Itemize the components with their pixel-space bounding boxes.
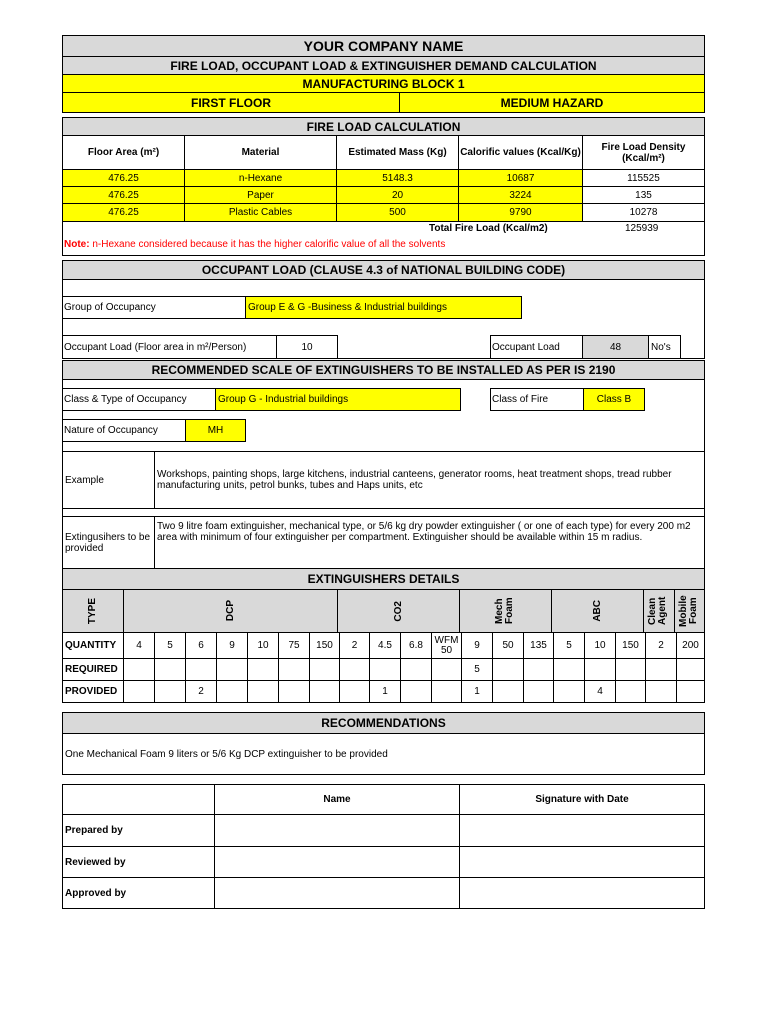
cell-mass: 20 [337,187,459,203]
provided-cell [310,681,340,702]
quantity-cell: 9 [462,633,493,658]
occupant-load-factor-label: Occupant Load (Floor area in m²/Person) [63,335,277,358]
reviewed-by-signature[interactable] [460,847,704,877]
class-of-fire-label: Class of Fire [490,388,584,411]
class-of-fire-value: Class B [583,388,645,411]
document-title [62,57,705,75]
header-calorific: Calorific values (Kcal/Kg) [459,136,583,169]
provided-label: PROVIDED [63,681,124,702]
quantity-cell: 6 [186,633,217,658]
approved-by-name[interactable] [215,878,460,908]
extinguisher-details-title [62,569,705,590]
recommendations-title-text: RECOMMENDATIONS [321,716,446,730]
header-material: Material [185,136,337,169]
type-group-abc [552,590,644,632]
provided-cell [493,681,524,702]
example-label: Example [63,452,155,508]
type-group-co2 [338,590,460,632]
quantity-cell: 2 [340,633,370,658]
provided-cell [340,681,370,702]
recommendations-text: One Mechanical Foam 9 liters or 5/6 Kg DCP extinguisher to be provided [65,748,388,760]
required-cell [554,659,585,680]
type-group-mobile-foam-text: Mobile Foam [677,595,699,627]
required-cell [310,659,340,680]
quantity-cell: 4 [124,633,155,658]
quantity-label: QUANTITY [63,633,124,658]
required-row [62,659,705,681]
fire-load-row [62,204,705,222]
required-cell [585,659,616,680]
occupant-load-factor-value: 10 [276,335,338,358]
approved-by-label: Approved by [63,878,215,908]
note-label: Note: [64,239,90,250]
cell-material: Paper [185,187,337,203]
approved-by-signature[interactable] [460,878,704,908]
signoff-signature-header: Signature with Date [535,794,629,805]
group-of-occupancy-value: Group E & G -Business & Industrial buildings [245,296,522,319]
to-be-provided-text: Two 9 litre foam extinguisher, mechanical type, or 5/6 kg dry powder extinguisher ( or one of each type) for every 200 m2 area with minimum of four extinguisher per compartment. Extinguisher should be available within 15 m radius. [157,521,691,543]
prepared-by-name[interactable] [215,815,460,846]
required-cell [124,659,155,680]
occupant-load-label: Occupant Load [490,335,583,358]
cell-calorific: 10687 [459,170,583,186]
provide-row-content [62,517,705,569]
fire-load-row [62,187,705,204]
required-cell [646,659,677,680]
extinguisher-details-title-text: EXTINGUISHERS DETAILS [307,572,460,586]
cell-calorific: 9790 [459,204,583,221]
quantity-cell: 75 [279,633,310,658]
occupant-load-title [62,260,705,280]
provided-cell: 4 [585,681,616,702]
floor-label: FIRST FLOOR [63,93,400,112]
cell-density: 10278 [629,207,658,218]
required-cell [248,659,279,680]
signoff-blank [63,785,215,814]
quantity-cell: 50 [493,633,524,658]
cell-area: 476.25 [63,170,185,186]
required-cell [340,659,370,680]
header-floor-area: Floor Area (m²) [63,136,185,169]
cell-material: n-Hexane [185,170,337,186]
recommendations-body [62,734,705,775]
required-cell [524,659,554,680]
occupant-load-title-text: OCCUPANT LOAD (CLAUSE 4.3 of NATIONAL BUILDING CODE) [201,263,566,277]
cell-calorific: 3224 [459,187,583,203]
quantity-cell: 5 [155,633,186,658]
note [64,239,445,250]
to-be-provided-label: Extingusihers to be provided [63,517,155,568]
occupancy-class-section [62,380,705,452]
provided-cell [401,681,432,702]
signoff-header-row [62,784,705,815]
extinguisher-scale-title [62,360,705,380]
document-title-text: FIRE LOAD, OCCUPANT LOAD & EXTINGUISHER DEMAND CALCULATION [170,58,597,73]
type-label-text: TYPE [87,597,98,625]
type-group-mech-foam-text: Mech Foam [493,597,515,625]
quantity-cell: 9 [217,633,248,658]
required-cell [279,659,310,680]
signoff-row [62,847,705,878]
prepared-by-label: Prepared by [63,815,215,846]
header-density: Fire Load Density (Kcal/m²) [601,141,686,164]
reviewed-by-name[interactable] [215,847,460,877]
required-cell [401,659,432,680]
quantity-cell: 5 [554,633,585,658]
provided-cell [248,681,279,702]
occupant-load-value: 48 [582,335,649,358]
provided-cell [524,681,554,702]
type-label [63,590,124,632]
provided-cell [432,681,462,702]
provided-cell [677,681,704,702]
type-group-dcp [124,590,338,632]
type-group-clean-agent-text: Clean Agent [647,596,668,626]
floor-hazard-row [62,93,705,113]
quantity-cell: 200 [682,639,699,651]
fire-load-title [62,117,705,136]
cell-mass: 5148.3 [337,170,459,186]
provided-cell: 2 [186,681,217,702]
quantity-cell: 150 [616,633,646,658]
required-cell [616,659,646,680]
company-name-text: YOUR COMPANY NAME [303,38,464,54]
type-group-mech-foam [460,590,552,632]
cell-material: Plastic Cables [185,204,337,221]
signoff-name-header: Name [215,785,460,814]
provided-cell [155,681,186,702]
fire-load-header [62,136,705,170]
provide-row [62,509,705,517]
hazard-label: MEDIUM HAZARD [500,95,604,110]
fire-load-row [62,170,705,187]
signoff-row [62,815,705,847]
required-cell [677,659,704,680]
total-fire-load-label: Total Fire Load (Kcal/m2) [429,223,548,234]
class-type-value: Group G - Industrial buildings [215,388,461,411]
nature-of-occupancy-label: Nature of Occupancy [63,419,186,442]
cell-mass: 500 [337,204,459,221]
cell-density: 115525 [627,172,660,184]
occupant-load-unit: No's [648,335,681,358]
quantity-row [62,633,705,659]
quantity-cell: 10 [585,633,616,658]
required-cell [370,659,401,680]
example-text: Workshops, painting shops, large kitchens, industrial canteens, generator rooms, heat treatment shops, tread rubber manufacturing units, petrol bunks, tubes and Haps units, etc [157,469,672,491]
required-cell [432,659,462,680]
recommendations-title [62,712,705,734]
required-cell [186,659,217,680]
extinguisher-scale-title-text: RECOMMENDED SCALE OF EXTINGUISHERS TO BE INSTALLED AS PER IS 2190 [151,363,616,377]
reviewed-by-label: Reviewed by [63,847,215,877]
fire-load-total-note [62,222,705,256]
nature-of-occupancy-value: MH [185,419,246,442]
block-name-text: MANUFACTURING BLOCK 1 [302,76,465,91]
type-group-co2-text: CO2 [392,600,404,622]
class-type-label: Class & Type of Occupancy [63,388,216,411]
example-row [62,452,705,509]
quantity-cell: 6.8 [401,633,432,658]
header-mass: Estimated Mass (Kg) [337,136,459,169]
provided-cell: 1 [462,681,493,702]
block-name [62,75,705,93]
occupant-load-section [62,280,705,359]
provided-cell [646,681,677,702]
required-label: REQUIRED [63,659,124,680]
provided-row [62,681,705,703]
provided-cell [554,681,585,702]
company-name [62,35,705,57]
cell-density: 135 [635,189,652,201]
quantity-cell: 135 [524,633,554,658]
provided-cell: 1 [370,681,401,702]
required-cell [493,659,524,680]
required-cell [155,659,186,680]
cell-area: 476.25 [63,204,185,221]
quantity-cell: WFM 50 [432,633,462,658]
signoff-row [62,878,705,909]
required-cell: 5 [462,659,493,680]
required-cell [217,659,248,680]
quantity-cell: 4.5 [370,633,401,658]
quantity-cell: 10 [248,633,279,658]
type-group-abc-text: ABC [591,600,603,622]
type-row [62,590,705,633]
prepared-by-signature[interactable] [460,815,704,846]
provided-cell [124,681,155,702]
total-fire-load-value: 125939 [625,223,659,234]
type-group-mobile-foam [675,590,704,632]
quantity-cell: 150 [310,633,340,658]
note-text: n-Hexane considered because it has the higher calorific value of all the solvents [89,239,446,250]
cell-area: 476.25 [63,187,185,203]
fire-load-title-text: FIRE LOAD CALCULATION [306,119,461,134]
provided-cell [279,681,310,702]
group-of-occupancy-label: Group of Occupancy [63,296,246,319]
provided-cell [217,681,248,702]
type-group-dcp-text: DCP [224,600,236,622]
provided-cell [616,681,646,702]
calculation-sheet [62,35,705,909]
type-group-clean-agent [644,590,675,632]
quantity-cell: 2 [646,633,677,658]
